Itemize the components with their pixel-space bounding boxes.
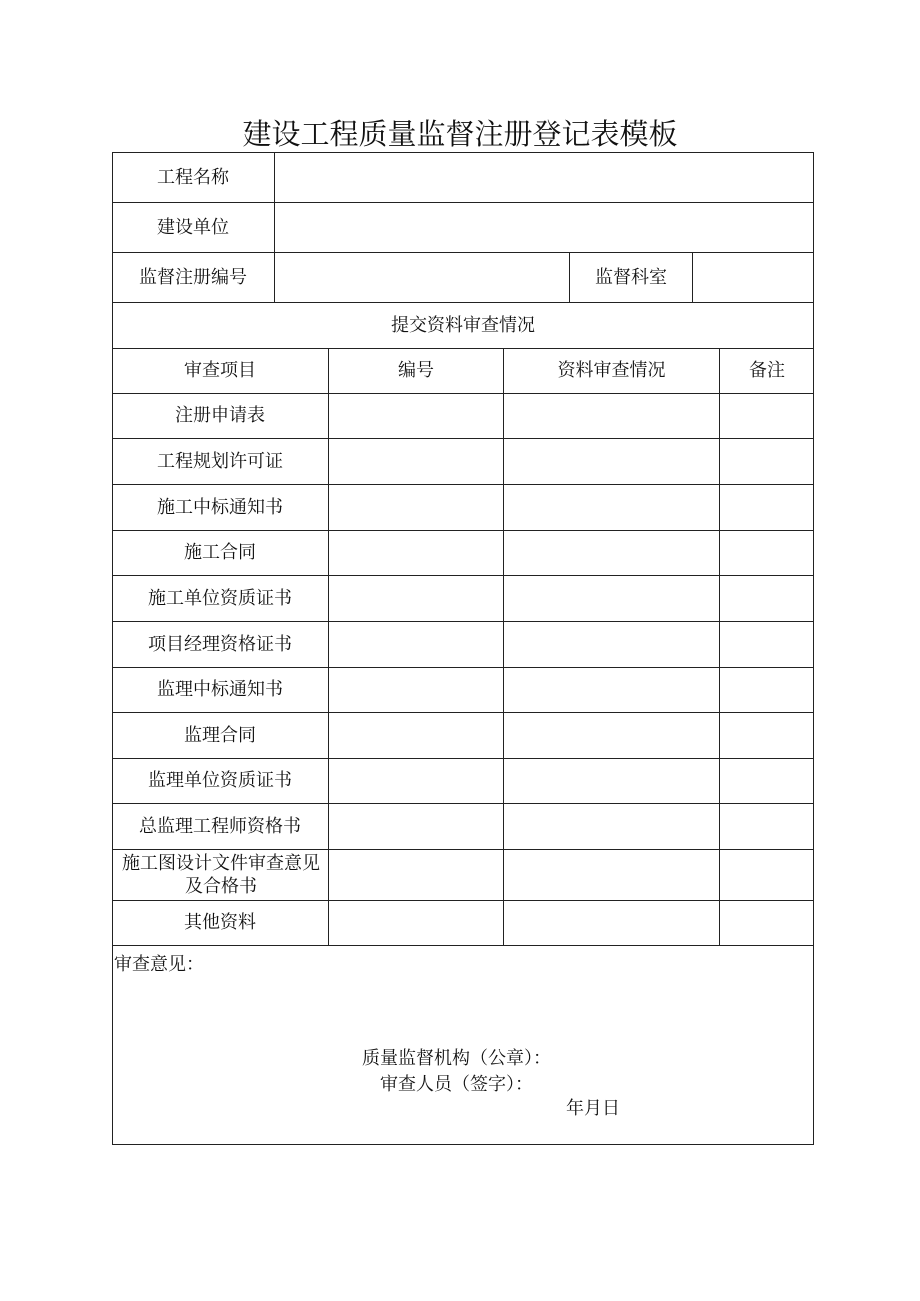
review-item-label: 项目经理资格证书 xyxy=(148,633,292,655)
review-opinion-label: 审查意见： xyxy=(114,954,204,975)
row-divider xyxy=(112,945,814,946)
builder-field[interactable] xyxy=(275,202,814,252)
column-header-review-status: 资料审查情况 xyxy=(557,360,666,381)
review-section-title: 提交资料审查情况 xyxy=(391,314,535,336)
review-item-label: 监理单位资质证书 xyxy=(148,770,292,791)
review-item-label: 监理合同 xyxy=(184,724,256,746)
reviewer-signature-line: 审查人员（签字）： xyxy=(380,1074,533,1095)
registration-number-field[interactable] xyxy=(275,252,569,302)
date-line: 年月日 xyxy=(566,1098,620,1119)
review-item-label: 施工中标通知书 xyxy=(157,496,283,518)
column-header-item: 审查项目 xyxy=(184,360,256,381)
review-item-label: 施工图设计文件审查意见及合格书 xyxy=(122,852,320,897)
project-name-field[interactable] xyxy=(275,152,814,202)
review-item-label: 施工单位资质证书 xyxy=(148,587,292,609)
review-item-label: 工程规划许可证 xyxy=(157,450,283,472)
col-divider xyxy=(328,348,329,945)
review-item-label: 施工合同 xyxy=(184,542,256,563)
review-item-label: 注册申请表 xyxy=(175,405,265,426)
supervision-office-label: 监督科室 xyxy=(595,266,667,288)
project-name-label: 工程名称 xyxy=(157,166,229,188)
supervision-office-field[interactable] xyxy=(693,252,814,302)
agency-seal-line: 质量监督机构（公章）： xyxy=(362,1048,551,1069)
registration-number-label: 监督注册编号 xyxy=(139,266,247,288)
review-item-label: 其他资料 xyxy=(184,912,256,933)
review-item-label: 总监理工程师资格书 xyxy=(139,815,301,837)
col-divider xyxy=(719,348,720,945)
column-header-number: 编号 xyxy=(398,360,434,381)
page-title: 建设工程质量监督注册登记表模板 xyxy=(242,117,678,151)
review-item-label: 监理中标通知书 xyxy=(157,679,283,700)
builder-label: 建设单位 xyxy=(157,216,229,238)
col-divider xyxy=(503,348,504,945)
column-header-remarks: 备注 xyxy=(749,360,785,381)
